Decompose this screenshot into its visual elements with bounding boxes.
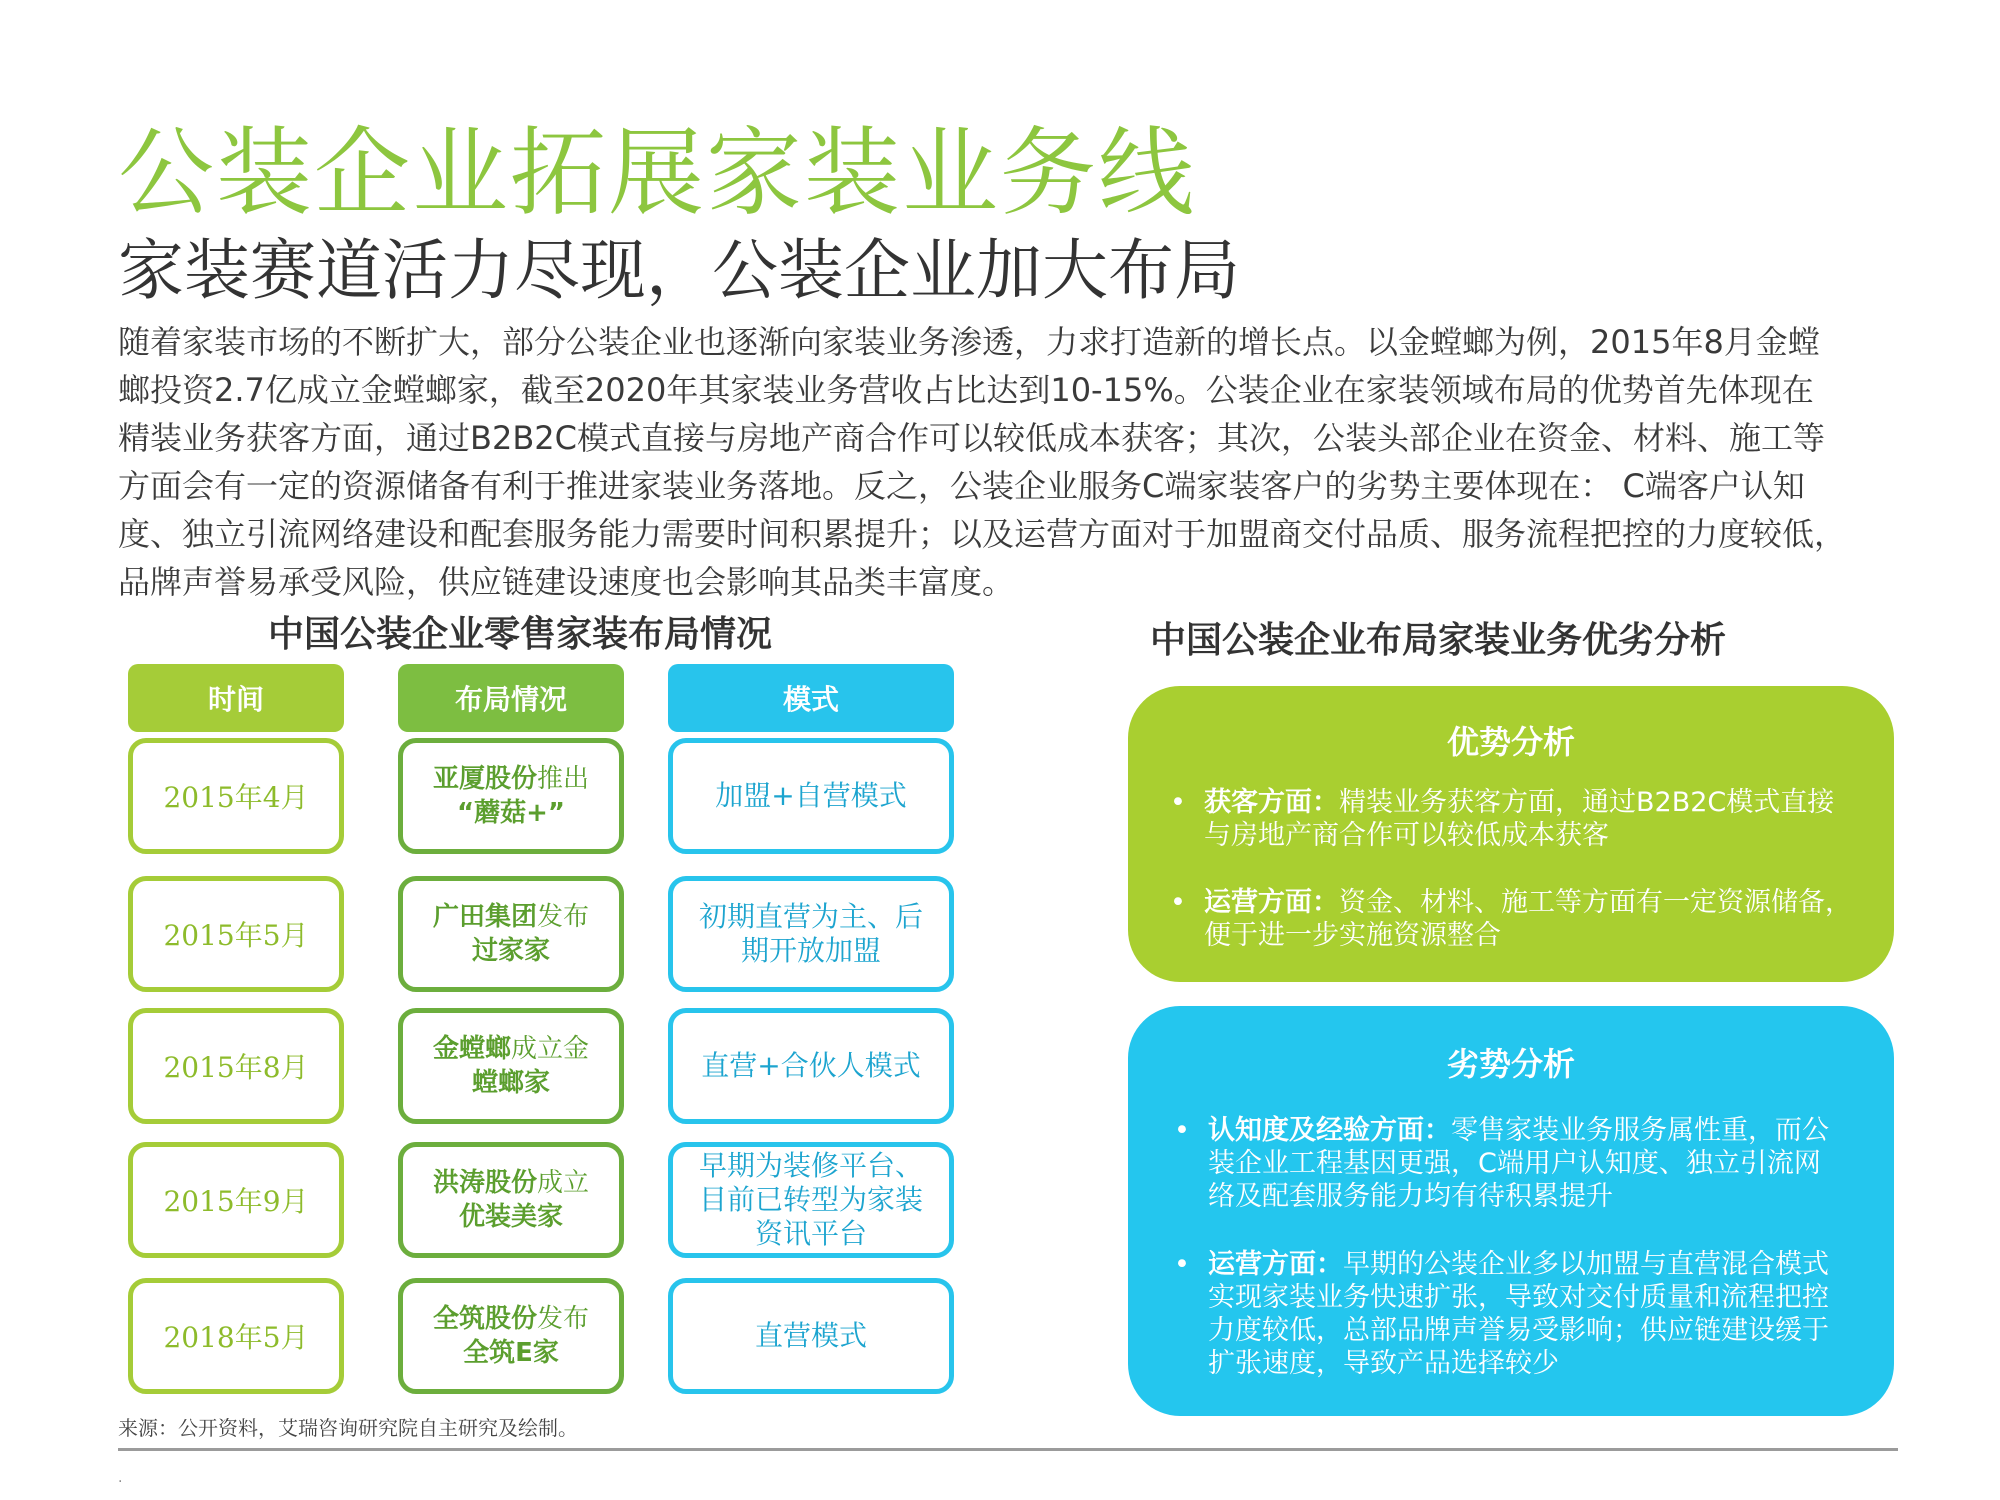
page-title: 公装企业拓展家装业务线 [118,117,1196,229]
brand-name: 优装美家 [458,1202,563,1232]
mode-line: 直营模式 [754,1319,867,1352]
advantage-item [1170,786,1835,852]
disadvantage-line: 络及配套服务能力均有待积累提升 [1208,1181,1613,1212]
analysis-title: 中国公装企业布局家装业务优劣分析 [1150,620,1727,661]
mode-cell [668,738,954,854]
brand-name: 全筑E家 [463,1338,559,1368]
layout-cell [398,1008,624,1124]
intro-line: 品牌声誉易承受风险，供应链建设速度也会影响其品类丰富度。 [118,563,1015,601]
header-layout: 布局情况 [398,664,624,732]
advantage-line [1204,886,1852,919]
layout-cell [398,1142,624,1258]
date-text: 2015年8月 [163,1051,309,1084]
date-text: 2018年5月 [163,1321,309,1354]
bullet-icon: • [1174,1249,1190,1280]
company-name: 全筑股份 [432,1304,537,1334]
layout-line [433,1032,589,1066]
advantage-item [1170,886,1852,952]
disadvantage-key: 认知度及经验方面： [1208,1115,1451,1146]
source-note: 来源：公开资料，艾瑞咨询研究院自主研究及绘制。 [118,1416,578,1440]
page-subtitle: 家装赛道活力尽现，公装企业加大布局 [118,232,1240,309]
date-cell [128,1278,344,1394]
action-text: 推出 [537,764,590,794]
layout-line [433,1166,589,1200]
intro-paragraph [118,318,1918,606]
layout-line [433,900,589,934]
advantages-title: 优势分析 [1446,723,1575,761]
date-text: 2015年4月 [163,781,309,814]
mode-cell [668,1008,954,1124]
date-text: 2015年9月 [163,1185,309,1218]
advantage-text: 资金、材料、施工等方面有一定资源储备， [1339,887,1852,918]
advantage-text: 精装业务获客方面，通过B2B2C模式直接 [1339,787,1835,818]
advantage-line [1204,786,1834,819]
page-mark: . [118,1470,123,1486]
company-name: 金螳螂 [432,1034,511,1064]
intro-line: 方面会有一定的资源储备有利于推进家装业务落地。反之，公装企业服务C端家装客户的劣势主要体现在： C端客户认知 [118,467,1805,505]
mode-line: 期开放加盟 [740,934,881,967]
date-cell [128,738,344,854]
disadvantage-text: 早期的公装企业多以加盟与直营混合模式 [1343,1249,1829,1280]
mode-line: 资讯平台 [754,1217,867,1250]
layout-cell [398,738,624,854]
disadvantage-line [1208,1114,1829,1147]
disadvantage-item [1174,1114,1829,1213]
date-text: 2015年5月 [163,919,309,952]
action-text: 发布 [537,1304,590,1334]
action-text: 成立金 [511,1034,590,1064]
disadvantage-line: 扩张速度，导致产品选择较少 [1208,1348,1559,1379]
intro-line: 度、独立引流网络建设和配套服务能力需要时间积累提升；以及运营方面对于加盟商交付品质、服务流程把控的力度较低， [118,515,1847,553]
disadvantage-line [1208,1248,1829,1281]
mode-line: 初期直营为主、后 [698,900,923,933]
disadvantages-title: 劣势分析 [1446,1045,1575,1083]
header-time: 时间 [128,664,344,732]
date-cell [128,876,344,992]
brand-name: 过家家 [471,936,550,966]
header-mode: 模式 [668,664,954,732]
layout-cell [398,876,624,992]
bullet-icon: • [1170,887,1186,918]
date-cell [128,1142,344,1258]
advantage-line: 与房地产商合作可以较低成本获客 [1204,820,1609,851]
mode-line: 直营+合伙人模式 [701,1049,921,1082]
date-cell [128,1008,344,1124]
mode-line: 加盟+自营模式 [715,779,907,812]
intro-line: 随着家装市场的不断扩大，部分公装企业也逐渐向家装业务渗透，力求打造新的增长点。以金螳螂为例，2015年8月金螳 [118,323,1820,361]
advantages-panel [1128,686,1894,982]
disadvantages-panel [1128,1006,1894,1416]
mode-cell [668,1142,954,1258]
disadvantage-line: 实现家装业务快速扩张，导致对交付质量和流程把控 [1208,1282,1829,1313]
layout-cell [398,1278,624,1394]
disadvantage-text: 零售家装业务服务属性重，而公 [1451,1115,1829,1146]
mode-cell [668,876,954,992]
layout-table-title: 中国公装企业零售家装布局情况 [268,614,773,655]
action-text: 成立 [537,1168,590,1198]
intro-line: 精装业务获客方面，通过B2B2C模式直接与房地产商合作可以较低成本获客；其次，公装头部企业在资金、材料、施工等 [118,419,1825,457]
advantage-key: 运营方面： [1204,887,1339,918]
advantage-key: 获客方面： [1204,787,1339,818]
footer-divider [118,1448,1898,1451]
layout-line [433,1302,589,1336]
company-name: 洪涛股份 [432,1168,537,1198]
disadvantage-line: 力度较低，总部品牌声誉易受影响；供应链建设缓于 [1208,1315,1829,1346]
mode-line: 早期为装修平台、 [698,1149,923,1182]
layout-line [433,762,589,796]
disadvantage-key: 运营方面： [1208,1249,1343,1280]
company-name: 广田集团 [432,902,537,932]
brand-name: 螳螂家 [471,1068,550,1098]
intro-line: 螂投资2.7亿成立金螳螂家，截至2020年其家装业务营收占比达到10-15%。公装企业在家装领域布局的优势首先体现在 [118,371,1814,409]
mode-cell [668,1278,954,1394]
disadvantage-line: 装企业工程基因更强，C端用户认知度、独立引流网 [1208,1148,1821,1179]
advantage-line: 便于进一步实施资源整合 [1204,920,1501,951]
action-text: 发布 [537,902,590,932]
brand-name: “蘑菇+” [457,798,565,828]
bullet-icon: • [1170,787,1186,818]
mode-line: 目前已转型为家装 [698,1183,923,1216]
disadvantage-item [1174,1248,1829,1380]
bullet-icon: • [1174,1115,1190,1146]
company-name: 亚厦股份 [432,764,537,794]
